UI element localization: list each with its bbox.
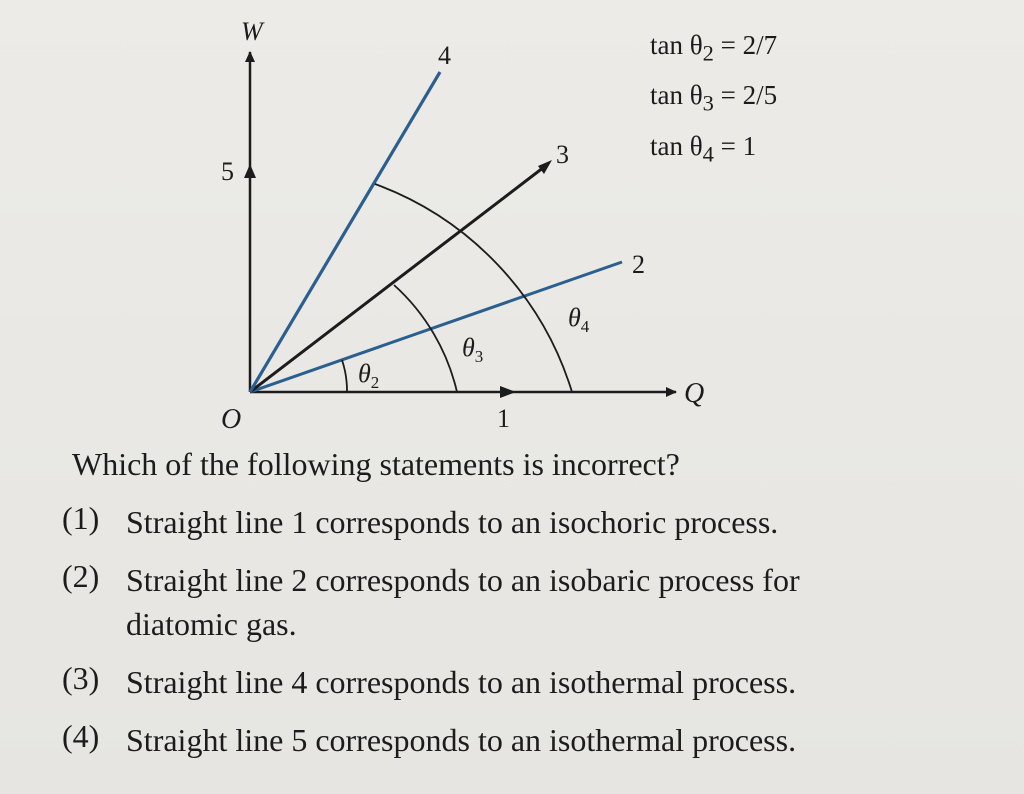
option-2[interactable] [62,558,992,646]
line-5-arrowhead [244,164,256,178]
line-3-label: 3 [556,140,569,169]
option-text: Straight line 4 corresponds to an isothermal process. [126,664,797,700]
tan-theta3: $\tan \theta_3 = 2/5$ [650,80,778,116]
angle-arc-theta2 [342,360,347,392]
option-number: (1) [62,500,100,536]
tan-theta4: $\tan \theta_4 = 1$ [650,130,757,167]
q-axis-label: Q [684,378,705,409]
tan-values-list [650,24,777,175]
w-axis-label: W [241,17,263,46]
option-text: Straight line 1 corresponds to an isochoric process. [126,504,779,540]
option-number: (3) [62,660,100,696]
line-2-label: 2 [632,250,645,279]
option-number: (2) [62,558,100,594]
tan-theta2: $\tan \theta_2 = 2/7$ [650,30,778,66]
option-text: Straight line 2 corresponds to an isobaric process for diatomic gas. [126,562,800,642]
option-number: (4) [62,718,100,754]
origin-label: O [221,404,242,435]
question-text: Which of the following statements is incorrect? [72,446,680,482]
line-4-label: 4 [438,41,451,70]
theta4-label: $\theta_4$ [568,303,590,336]
theta2-label: $\theta_2$ [358,359,380,392]
theta3-label: $\theta_3$ [462,333,484,366]
option-4[interactable] [62,718,992,762]
option-3[interactable] [62,660,992,704]
line-1-arrowhead [500,386,516,398]
option-text: Straight line 5 corresponds to an isothermal process. [126,722,797,758]
line-4 [250,72,440,392]
tick-5-label: 5 [221,157,234,186]
options-list [62,500,992,776]
option-1[interactable] [62,500,992,544]
line-1-label: 1 [497,404,510,433]
line-3 [250,164,548,392]
